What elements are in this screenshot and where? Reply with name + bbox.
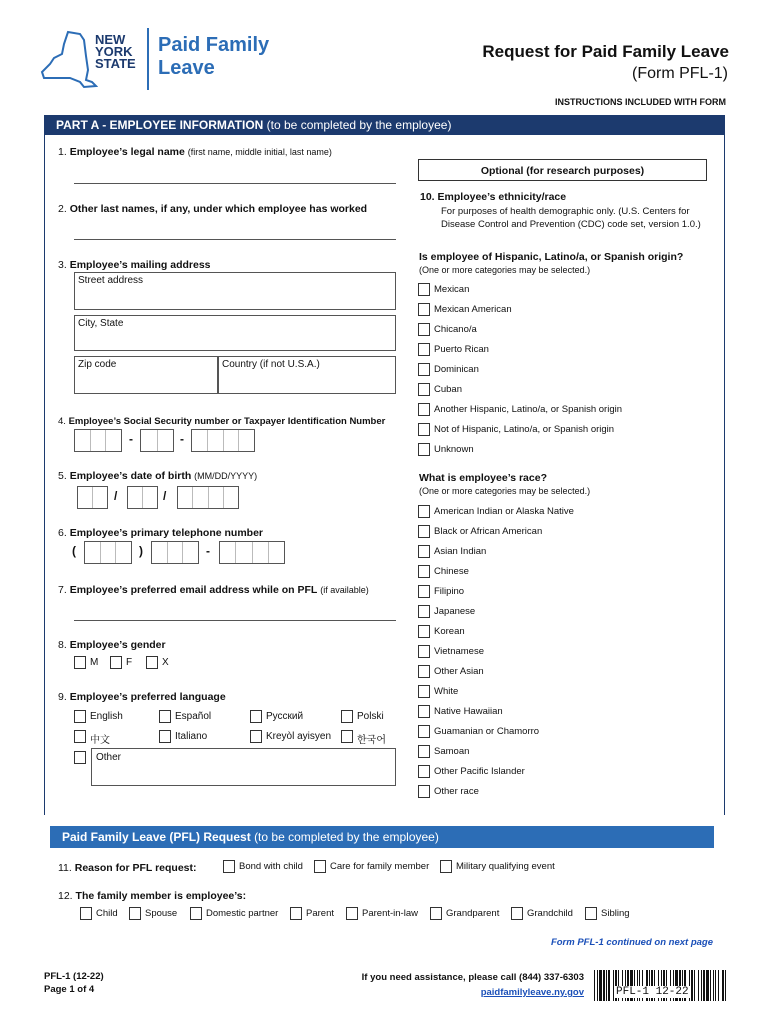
phone-area-code[interactable] [84, 541, 132, 564]
race-label-7: Vietnamese [434, 646, 484, 657]
q3-number: 3. [58, 259, 67, 271]
barcode-bar [694, 970, 695, 1001]
race-label-14: Other race [434, 786, 479, 797]
race-checkbox-12[interactable] [418, 745, 430, 758]
race-note: (One or more categories may be selected.) [419, 486, 591, 496]
q9 [58, 691, 226, 703]
street-address-field[interactable] [74, 272, 396, 310]
zip-code-field[interactable] [74, 356, 218, 394]
q2-number: 2. [58, 203, 67, 215]
race-question [419, 472, 547, 484]
part-a-note: (to be completed by the employee) [266, 118, 452, 132]
dob-separator-1: / [114, 489, 118, 503]
language-checkbox-1[interactable] [159, 710, 171, 723]
optional-title: Optional (for research purposes) [480, 165, 645, 177]
hispanic-label-7: Not of Hispanic, Latino/a, or Spanish origin [434, 424, 615, 435]
phone-prefix[interactable] [151, 541, 199, 564]
part-a-header [44, 115, 725, 135]
q1-label: Employee’s legal name [69, 146, 185, 158]
language-label-6: Kreyòl ayisyen [266, 731, 332, 742]
q6 [58, 527, 263, 539]
race-checkbox-3[interactable] [418, 565, 430, 578]
phone-separator: - [206, 544, 210, 558]
hispanic-checkbox-3[interactable] [418, 343, 430, 356]
family-checkbox-5[interactable] [430, 907, 442, 920]
family-checkbox-7[interactable] [585, 907, 597, 920]
race-label-5: Japanese [434, 606, 476, 617]
website-link[interactable]: paidfamilyleave.ny.gov [480, 987, 584, 998]
form-title: Request for Paid Family Leave [482, 42, 729, 61]
q5 [58, 470, 257, 482]
hispanic-checkbox-5[interactable] [418, 383, 430, 396]
language-label-2: Русский [266, 711, 304, 722]
logo-state-line1: NEW [95, 32, 126, 47]
race-label-11: Guamanian or Chamorro [434, 726, 540, 737]
race-label-13: Other Pacific Islander [434, 766, 525, 777]
city-state-label: City, State [78, 318, 124, 329]
street-address-label: Street address [78, 275, 144, 286]
logo-state-line2: YORK [95, 44, 133, 59]
hispanic-question-label: Is employee of Hispanic, Latino/a, or Spanish origin? [419, 251, 684, 263]
q3-label: Employee’s mailing address [69, 259, 211, 271]
part-a-title: PART A - EMPLOYEE INFORMATION [56, 118, 264, 132]
family-label-2: Domestic partner [206, 908, 279, 919]
logo-state-line3: STATE [95, 56, 136, 71]
gender-checkbox-2[interactable] [146, 656, 158, 669]
q6-label: Employee’s primary telephone number [69, 527, 264, 539]
family-label-0: Child [96, 908, 118, 919]
language-checkbox-7[interactable] [341, 730, 353, 743]
q6-number: 6. [58, 527, 67, 539]
race-label-3: Chinese [434, 566, 469, 577]
q10-desc-line1: For purposes of health demographic only. (U.S. Centers for [441, 206, 690, 217]
hispanic-checkbox-2[interactable] [418, 323, 430, 336]
reason-checkbox-1[interactable] [314, 860, 326, 873]
q7-number: 7. [58, 584, 67, 596]
q8-label: Employee’s gender [69, 639, 166, 651]
reason-checkbox-2[interactable] [440, 860, 452, 873]
gender-checkbox-0[interactable] [74, 656, 86, 669]
hispanic-checkbox-0[interactable] [418, 283, 430, 296]
family-label-5: Grandparent [446, 908, 500, 919]
language-label-3: Polski [357, 711, 384, 722]
pfl-title: Paid Family Leave (PFL) Request [62, 830, 251, 844]
zip-code-label: Zip code [78, 359, 117, 370]
hispanic-checkbox-7[interactable] [418, 423, 430, 436]
q12-number: 12. [58, 890, 73, 902]
family-checkbox-1[interactable] [129, 907, 141, 920]
other-last-names-field[interactable] [74, 239, 396, 240]
q11 [58, 862, 197, 874]
q12-label: The family member is employee’s: [75, 890, 247, 902]
hispanic-checkbox-1[interactable] [418, 303, 430, 316]
q10-label: Employee’s ethnicity/race [437, 191, 567, 203]
family-label-1: Spouse [145, 908, 178, 919]
dob-month[interactable] [77, 486, 108, 509]
race-checkbox-13[interactable] [418, 765, 430, 778]
dob-separator-2: / [163, 489, 167, 503]
family-label-3: Parent [306, 908, 334, 919]
barcode-bar [715, 970, 716, 1001]
language-label-7: 한국어 [357, 735, 386, 746]
ssn-part2[interactable] [140, 429, 174, 452]
barcode-bar [718, 970, 719, 1001]
q4-number: 4. [58, 416, 66, 427]
instructions-note: INSTRUCTIONS INCLUDED WITH FORM [555, 97, 726, 107]
q9-number: 9. [58, 691, 67, 703]
race-label-9: White [434, 686, 459, 697]
language-label-4: 中文 [90, 735, 110, 746]
language-checkbox-6[interactable] [250, 730, 262, 743]
q9-label: Employee’s preferred language [69, 691, 226, 703]
q5-number: 5. [58, 470, 67, 482]
race-checkbox-2[interactable] [418, 545, 430, 558]
barcode-bar [698, 970, 699, 1001]
reason-label-0: Bond with child [239, 861, 303, 872]
race-checkbox-8[interactable] [418, 665, 430, 678]
ssn-part3[interactable] [191, 429, 255, 452]
footer-left [44, 970, 104, 996]
gender-checkbox-1[interactable] [110, 656, 122, 669]
family-checkbox-3[interactable] [290, 907, 302, 920]
language-checkbox-5[interactable] [159, 730, 171, 743]
city-state-field[interactable] [74, 315, 396, 351]
race-label-2: Asian Indian [434, 546, 487, 557]
language-label-5: Italiano [175, 731, 208, 742]
race-label-0: American Indian or Alaska Native [434, 506, 574, 517]
family-checkbox-2[interactable] [190, 907, 202, 920]
language-checkbox-2[interactable] [250, 710, 262, 723]
barcode-bar [603, 970, 605, 1001]
q7 [58, 584, 369, 596]
page-number: Page 1 of 4 [44, 984, 95, 995]
hispanic-label-0: Mexican [434, 284, 470, 295]
footer-assist [362, 970, 584, 1000]
language-other-label: Other [96, 752, 122, 763]
barcode-bar [608, 970, 610, 1001]
family-label-7: Sibling [601, 908, 630, 919]
q8-number: 8. [58, 639, 67, 651]
race-checkbox-4[interactable] [418, 585, 430, 598]
hispanic-checkbox-8[interactable] [418, 443, 430, 456]
barcode-bar [599, 970, 602, 1001]
hispanic-label-1: Mexican American [434, 304, 512, 315]
hispanic-label-4: Dominican [434, 364, 479, 375]
race-checkbox-5[interactable] [418, 605, 430, 618]
q10-number: 10. [420, 191, 435, 203]
family-checkbox-6[interactable] [511, 907, 523, 920]
reason-checkbox-0[interactable] [223, 860, 235, 873]
logo-divider [147, 28, 149, 90]
barcode-bar [606, 970, 607, 1001]
hispanic-checkbox-4[interactable] [418, 363, 430, 376]
language-label-0: English [90, 711, 123, 722]
nys-logo [40, 28, 280, 94]
ssn-separator-2: - [180, 432, 184, 446]
ssn-separator-1: - [129, 432, 133, 446]
race-checkbox-7[interactable] [418, 645, 430, 658]
hispanic-label-3: Puerto Rican [434, 344, 489, 355]
new-york-state-map-icon [40, 30, 98, 90]
barcode-bar [710, 970, 711, 1001]
language-other-checkbox[interactable] [74, 751, 86, 764]
language-other-field[interactable] [91, 748, 396, 786]
q1 [58, 146, 332, 158]
logo-program-line2: Leave [158, 57, 215, 79]
hispanic-label-6: Another Hispanic, Latino/a, or Spanish origin [434, 404, 623, 415]
dob-year[interactable] [177, 486, 239, 509]
race-label-10: Native Hawaiian [434, 706, 503, 717]
barcode-bar [594, 970, 595, 1001]
language-checkbox-3[interactable] [341, 710, 353, 723]
q4 [58, 416, 385, 427]
q10 [420, 191, 566, 203]
barcode-bar [701, 970, 702, 1001]
barcode-bar [691, 970, 693, 1001]
barcode-bar [703, 970, 705, 1001]
q1-note: (first name, middle initial, last name) [187, 147, 332, 157]
hispanic-checkbox-6[interactable] [418, 403, 430, 416]
reason-label-2: Military qualifying event [456, 861, 555, 872]
gender-label-0: M [90, 657, 99, 668]
q11-label: Reason for PFL request: [74, 862, 197, 874]
q1-number: 1. [58, 146, 67, 158]
q10-desc-line2: Disease Control and Prevention (CDC) code set, version 1.0.) [441, 219, 701, 230]
dob-day[interactable] [127, 486, 158, 509]
barcode-text: PFL-1 12-22 [616, 986, 689, 998]
race-checkbox-14[interactable] [418, 785, 430, 798]
language-label-1: Español [175, 711, 212, 722]
q5-note: (MM/DD/YYYY) [194, 471, 258, 481]
language-checkbox-0[interactable] [74, 710, 86, 723]
barcode-bar [706, 970, 709, 1001]
hispanic-label-2: Chicano/a [434, 324, 477, 335]
race-checkbox-11[interactable] [418, 725, 430, 738]
hispanic-note: (One or more categories may be selected.) [419, 265, 591, 275]
hispanic-label-5: Cuban [434, 384, 462, 395]
barcode-bar [713, 970, 714, 1001]
family-checkbox-4[interactable] [346, 907, 358, 920]
q4-label: Employee’s Social Security number or Taxpayer Identification Number [68, 416, 386, 427]
barcode-bar [722, 970, 724, 1001]
q8 [58, 639, 166, 651]
q7-label: Employee’s preferred email address while on PFL [69, 584, 318, 596]
q2-label: Other last names, if any, under which employee has worked [69, 203, 368, 215]
q5-label: Employee’s date of birth [69, 470, 192, 482]
language-checkbox-4[interactable] [74, 730, 86, 743]
race-question-label: What is employee’s race? [419, 472, 547, 484]
race-checkbox-1[interactable] [418, 525, 430, 538]
form-id: (Form PFL-1) [632, 65, 728, 82]
assistance-text: If you need assistance, please call (844) 337-6303 [361, 972, 584, 983]
hispanic-label-8: Unknown [434, 444, 474, 455]
q12 [58, 890, 246, 902]
gender-label-1: F [126, 657, 133, 668]
reason-label-1: Care for family member [330, 861, 430, 872]
family-checkbox-0[interactable] [80, 907, 92, 920]
phone-close-paren: ) [139, 544, 143, 558]
ssn-part1[interactable] [74, 429, 122, 452]
phone-line-number[interactable] [219, 541, 285, 564]
hispanic-question [419, 251, 683, 263]
pfl-note: (to be completed by the employee) [254, 830, 439, 844]
optional-title-box [418, 159, 707, 181]
race-label-6: Korean [434, 626, 465, 637]
barcode-bar [597, 970, 598, 1001]
q3 [58, 259, 211, 271]
family-label-4: Parent-in-law [362, 908, 418, 919]
race-checkbox-9[interactable] [418, 685, 430, 698]
race-label-8: Other Asian [434, 666, 484, 677]
pfl-header [50, 826, 714, 848]
phone-open-paren: ( [72, 544, 76, 558]
barcode [594, 970, 728, 1001]
race-checkbox-10[interactable] [418, 705, 430, 718]
email-field[interactable] [74, 620, 396, 621]
family-label-6: Grandchild [527, 908, 573, 919]
continued-note: Form PFL-1 continued on next page [550, 937, 713, 948]
gender-label-2: X [162, 657, 169, 668]
race-label-1: Black or African American [434, 526, 543, 537]
q11-number: 11. [58, 862, 72, 874]
country-label: Country (if not U.S.A.) [222, 359, 320, 370]
race-checkbox-6[interactable] [418, 625, 430, 638]
form-revision: PFL-1 (12-22) [44, 971, 104, 982]
country-field[interactable] [218, 356, 396, 394]
race-checkbox-0[interactable] [418, 505, 430, 518]
q7-note: (if available) [320, 585, 369, 595]
barcode-bar [725, 970, 726, 1001]
q2 [58, 203, 367, 215]
legal-name-field[interactable] [74, 183, 396, 184]
race-label-4: Filipino [434, 586, 465, 597]
logo-program-line1: Paid Family [158, 34, 270, 56]
race-label-12: Samoan [434, 746, 470, 757]
